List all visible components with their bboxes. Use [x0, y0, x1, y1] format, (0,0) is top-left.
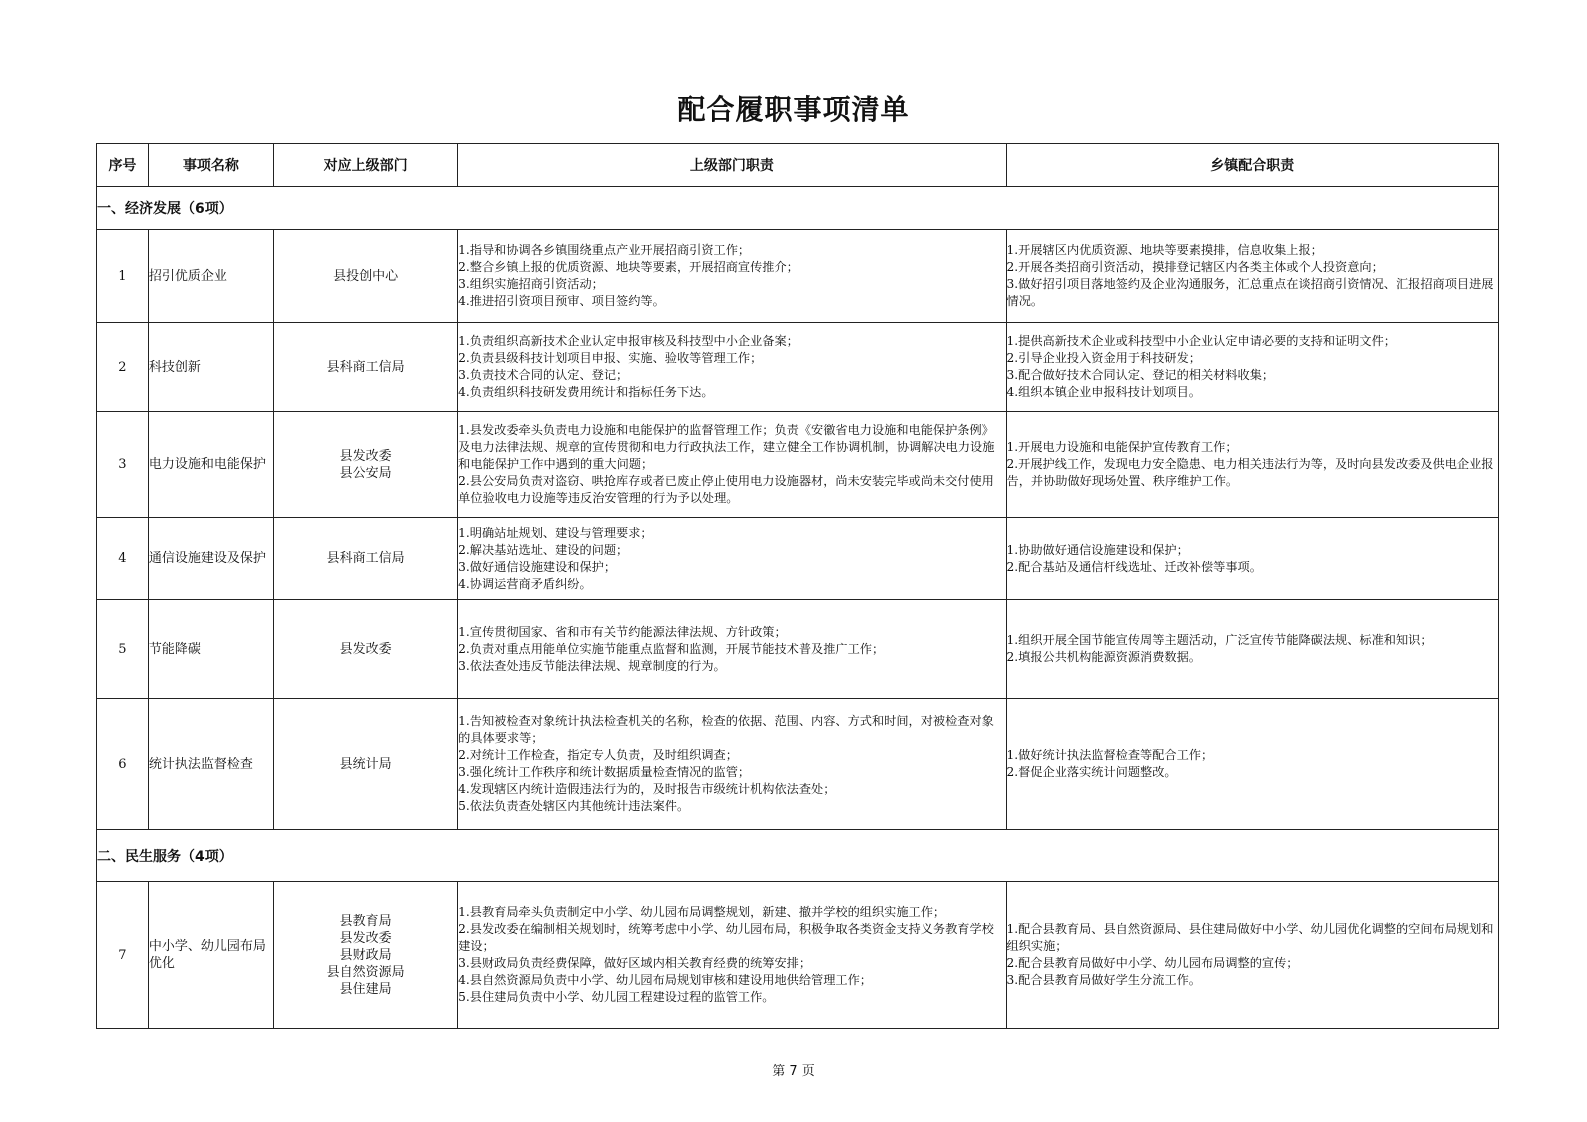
department-cell — [274, 230, 458, 323]
dept-duty-item: 3.负责技术合同的认定、登记； — [458, 368, 629, 382]
section-row — [97, 187, 1499, 230]
header-no: 序号 — [97, 144, 149, 187]
dept-duty-item: 1.明确站址规划、建设与管理要求； — [458, 525, 653, 540]
dept-duty-item: 1.宣传贯彻国家、省和市有关节约能源法律法规、方针政策； — [458, 624, 787, 639]
town-duties-cell — [1006, 323, 1498, 412]
department-name: 县教育局 — [339, 913, 392, 929]
dept-duty-item: 4.推进招引资项目预审、项目签约等。 — [458, 294, 665, 308]
header-item-name: 事项名称 — [148, 144, 273, 187]
town-duty-item: 3.配合做好技术合同认定、登记的相关材料收集； — [1006, 368, 1275, 382]
dept-duty-item: 2.解决基站选址、建设的问题； — [458, 542, 629, 557]
dept-duties-cell — [458, 323, 1006, 412]
department-name: 县发改委 — [339, 448, 392, 464]
item-name: 电力设施和电能保护 — [148, 412, 273, 518]
item-name: 统计执法监督检查 — [148, 699, 273, 830]
item-name: 节能降碳 — [148, 600, 273, 699]
department-name: 县统计局 — [339, 756, 392, 772]
item-name: 中小学、幼儿园布局优化 — [148, 882, 273, 1029]
department-name: 县发改委 — [339, 930, 392, 946]
dept-duty-item: 2.负责对重点用能单位实施节能重点监督和监测，开展节能技术普及推广工作； — [458, 641, 885, 656]
row-number: 7 — [97, 882, 149, 1029]
dept-duties-cell — [458, 882, 1006, 1029]
row-number: 1 — [97, 230, 149, 323]
item-name: 科技创新 — [148, 323, 273, 412]
dept-duty-item: 1.告知被检查对象统计执法检查机关的名称，检查的依据、范围、内容、方式和时间，对被检查对象的具体要求等； — [458, 714, 994, 745]
table-body — [97, 187, 1499, 1029]
department-name: 县发改委 — [339, 641, 392, 657]
dept-duty-item: 4.县自然资源局负责中小学、幼儿园布局规划审核和建设用地供给管理工作； — [458, 973, 872, 987]
town-duty-item: 2.引导企业投入资金用于科技研发； — [1006, 351, 1201, 365]
table-row — [97, 230, 1499, 323]
town-duty-item: 1.提供高新技术企业或科技型中小企业认定申请必要的支持和证明文件； — [1006, 334, 1396, 348]
town-duty-item: 2.开展各类招商引资活动，摸排登记辖区内各类主体或个人投资意向； — [1006, 260, 1384, 274]
dept-duty-item: 3.组织实施招商引资活动； — [458, 277, 604, 291]
department-name: 县投创中心 — [333, 268, 399, 284]
department-cell — [274, 412, 458, 518]
town-duty-item: 1.做好统计执法监督检查等配合工作； — [1006, 748, 1214, 762]
dept-duty-item: 2.县发改委在编制相关规划时，统筹考虑中小学、幼儿园布局，积极争取各类资金支持义务教育学校建设； — [458, 922, 994, 953]
dept-duty-item: 4.发现辖区内统计造假违法行为的，及时报告市级统计机构依法查处； — [458, 782, 836, 796]
town-duties-cell — [1006, 882, 1498, 1029]
dept-duty-item: 2.负责县级科技计划项目申报、实施、验收等管理工作； — [458, 351, 763, 365]
dept-duty-item: 1.县教育局牵头负责制定中小学、幼儿园布局调整规划，新建、撤并学校的组织实施工作； — [458, 905, 946, 919]
town-duties-cell — [1006, 699, 1498, 830]
dept-duty-item: 3.依法查处违反节能法律法规、规章制度的行为。 — [458, 658, 726, 673]
department-name: 县自然资源局 — [326, 964, 405, 980]
dept-duty-item: 4.协调运营商矛盾纠纷。 — [458, 576, 592, 591]
town-duties-cell — [1006, 412, 1498, 518]
department-name: 县公安局 — [339, 465, 392, 481]
table-row — [97, 600, 1499, 699]
department-cell — [274, 323, 458, 412]
table-row — [97, 412, 1499, 518]
section-row — [97, 830, 1499, 882]
town-duty-item: 2.填报公共机构能源资源消费数据。 — [1006, 650, 1201, 664]
town-duty-item: 3.做好招引项目落地签约及企业沟通服务，汇总重点在谈招商引资情况、汇报招商项目进展情况。 — [1006, 277, 1494, 308]
header-department: 对应上级部门 — [274, 144, 458, 187]
department-cell — [274, 600, 458, 699]
row-number: 4 — [97, 518, 149, 600]
town-duty-item: 1.协助做好通信设施建设和保护； — [1006, 542, 1189, 557]
town-duty-item: 2.配合县教育局做好中小学、幼儿园布局调整的宣传； — [1006, 956, 1299, 970]
town-duty-item: 2.配合基站及通信杆线选址、迁改补偿等事项。 — [1006, 559, 1262, 574]
dept-duty-item: 1.负责组织高新技术企业认定申报审核及科技型中小企业备案； — [458, 334, 799, 348]
dept-duties-cell — [458, 699, 1006, 830]
dept-duty-item: 5.县住建局负责中小学、幼儿园工程建设过程的监管工作。 — [458, 990, 775, 1004]
town-duty-item: 2.开展护线工作，发现电力安全隐患、电力相关违法行为等，及时向县发改委及供电企业报告，并协助做好现场处置、秩序维护工作。 — [1006, 457, 1494, 488]
dept-duties-cell — [458, 412, 1006, 518]
dept-duty-item: 4.负责组织科技研发费用统计和指标任务下达。 — [458, 385, 714, 399]
dept-duty-item: 2.整合乡镇上报的优质资源、地块等要素，开展招商宣传推介； — [458, 260, 799, 274]
header-dept-duties: 上级部门职责 — [458, 144, 1006, 187]
dept-duty-item: 1.县发改委牵头负责电力设施和电能保护的监督管理工作；负责《安徽省电力设施和电能保护条例》及电力法律法规、规章的宣传贯彻和电力行政执法工作，建立健全工作协调机制，协调解决电力设施和电能保护工作中遇到的重大问题； — [458, 423, 995, 471]
table-row — [97, 699, 1499, 830]
town-duties-cell — [1006, 518, 1498, 600]
item-name: 招引优质企业 — [148, 230, 273, 323]
town-duties-cell — [1006, 230, 1498, 323]
section-title: 二、民生服务（4项） — [97, 830, 1499, 882]
row-number: 5 — [97, 600, 149, 699]
dept-duty-item: 1.指导和协调各乡镇围绕重点产业开展招商引资工作； — [458, 243, 751, 257]
section-title: 一、经济发展（6项） — [97, 187, 1499, 230]
item-name: 通信设施建设及保护 — [148, 518, 273, 600]
row-number: 6 — [97, 699, 149, 830]
page-number: 第 7 页 — [772, 1064, 815, 1079]
town-duty-item: 1.开展电力设施和电能保护宣传教育工作； — [1006, 440, 1238, 454]
dept-duties-cell — [458, 600, 1006, 699]
town-duty-item: 3.配合县教育局做好学生分流工作。 — [1006, 973, 1201, 987]
dept-duties-cell — [458, 230, 1006, 323]
department-name: 县住建局 — [339, 981, 392, 997]
dept-duty-item: 3.县财政局负责经费保障，做好区域内相关教育经费的统筹安排； — [458, 956, 812, 970]
table-row — [97, 882, 1499, 1029]
page-title: 配合履职事项清单 — [677, 93, 910, 126]
town-duty-item: 1.配合县教育局、县自然资源局、县住建局做好中小学、幼儿园优化调整的空间布局规划和组织实施； — [1006, 922, 1494, 953]
dept-duties-cell — [458, 518, 1006, 600]
header-town-duties: 乡镇配合职责 — [1006, 144, 1498, 187]
department-name: 县财政局 — [339, 947, 392, 963]
town-duty-item: 4.组织本镇企业申报科技计划项目。 — [1006, 385, 1201, 399]
dept-duty-item: 5.依法负责查处辖区内其他统计违法案件。 — [458, 799, 690, 813]
dept-duty-item: 2.县公安局负责对盗窃、哄抢库存或者已废止停止使用电力设施器材，尚未安装完毕或尚未交付使用单位验收电力设施等违反治安管理的行为予以处理。 — [458, 474, 994, 505]
department-cell — [274, 699, 458, 830]
dept-duty-item: 2.对统计工作检查，指定专人负责，及时组织调查； — [458, 748, 738, 762]
row-number: 2 — [97, 323, 149, 412]
town-duty-item: 1.组织开展全国节能宣传周等主题活动，广泛宣传节能降碳法规、标准和知识； — [1006, 633, 1433, 647]
department-name: 县科商工信局 — [326, 551, 405, 566]
table-row — [97, 323, 1499, 412]
table-row — [97, 518, 1499, 600]
dept-duty-item: 3.强化统计工作秩序和统计数据质量检查情况的监管； — [458, 765, 751, 779]
town-duties-cell — [1006, 600, 1498, 699]
department-name: 县科商工信局 — [326, 359, 405, 375]
department-cell — [274, 518, 458, 600]
dept-duty-item: 3.做好通信设施建设和保护； — [458, 559, 617, 574]
department-cell — [274, 882, 458, 1029]
duty-table — [96, 143, 1499, 1029]
row-number: 3 — [97, 412, 149, 518]
header-row — [97, 144, 1499, 187]
town-duty-item: 2.督促企业落实统计问题整改。 — [1006, 765, 1177, 779]
town-duty-item: 1.开展辖区内优质资源、地块等要素摸排，信息收集上报； — [1006, 243, 1323, 257]
